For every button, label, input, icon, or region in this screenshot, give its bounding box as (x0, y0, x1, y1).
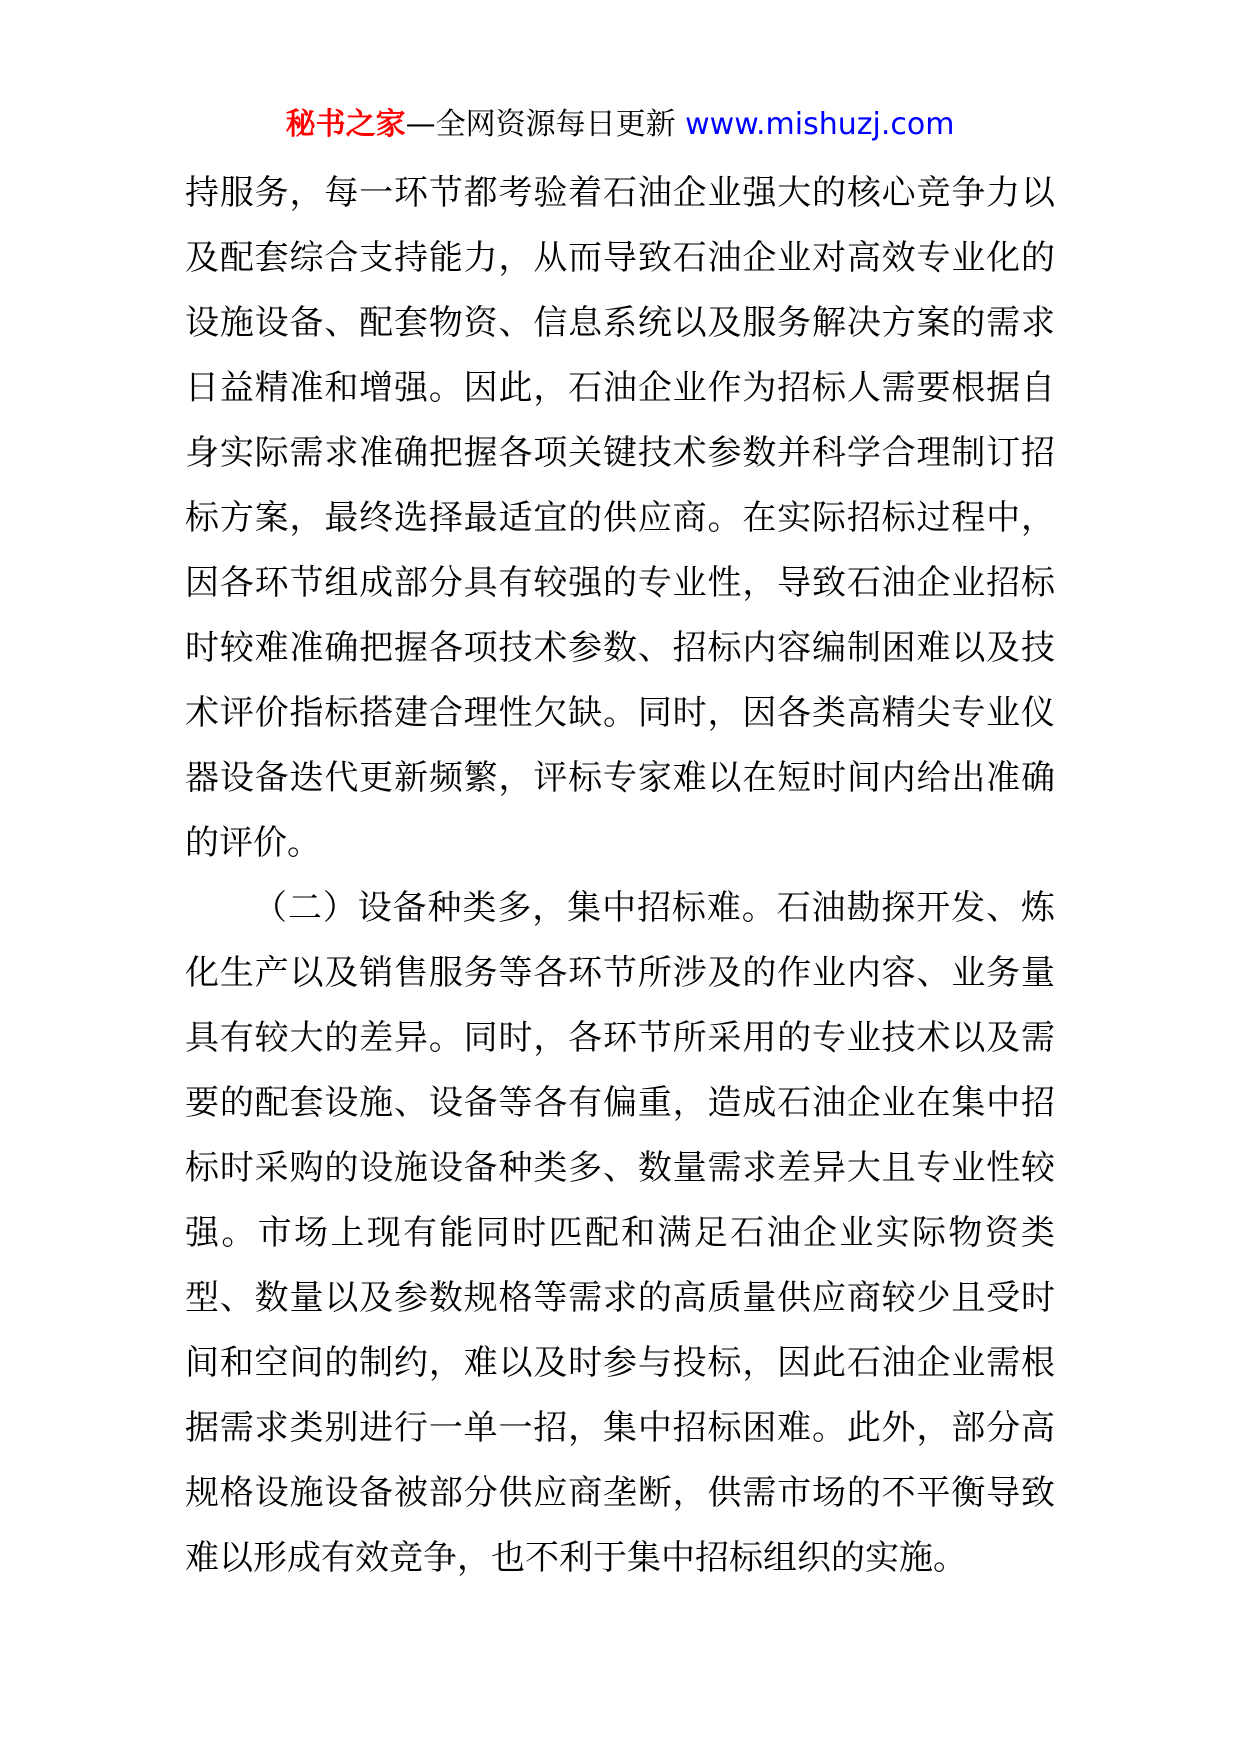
text-line: 设施设备、配套物资、信息系统以及服务解决方案的需求 (185, 303, 1055, 343)
text-line: 标时采购的设施设备种类多、数量需求差异大且专业性较 (185, 1148, 1055, 1188)
text-line: 规格设施设备被部分供应商垄断，供需市场的不平衡导致 (185, 1473, 1055, 1513)
text-line: 标方案，最终选择最适宜的供应商。在实际招标过程中， (185, 498, 1055, 538)
text-line: 时较难准确把握各项技术参数、招标内容编制困难以及技 (185, 628, 1055, 668)
text-line: 要的配套设施、设备等各有偏重，造成石油企业在集中招 (185, 1083, 1055, 1123)
text-line: 据需求类别进行一单一招，集中招标困难。此外，部分高 (185, 1408, 1055, 1448)
text-line: 身实际需求准确把握各项关键技术参数并科学合理制订招 (185, 433, 1055, 473)
text-line: 器设备迭代更新频繁，评标专家难以在短时间内给出准确 (185, 758, 1055, 798)
brand-name: 秘书之家 (285, 107, 406, 142)
text-line: 因各环节组成部分具有较强的专业性，导致石油企业招标 (185, 563, 1055, 603)
text-line: 具有较大的差异。同时，各环节所采用的专业技术以及需 (185, 1018, 1055, 1058)
text-line: 强。市场上现有能同时匹配和满足石油企业实际物资类 (185, 1213, 1055, 1253)
text-line: 持服务，每一环节都考验着石油企业强大的核心竞争力以 (185, 173, 1055, 213)
site-header (0, 103, 1240, 147)
text-line: 化生产以及销售服务等各环节所涉及的作业内容、业务量 (185, 953, 1055, 993)
paragraph-2 (185, 876, 1055, 1591)
text-line: 及配套综合支持能力，从而导致石油企业对高效专业化的 (185, 238, 1055, 278)
text-line: 型、数量以及参数规格等需求的高质量供应商较少且受时 (185, 1278, 1055, 1318)
site-url-link[interactable]: www.mishuzj.com (685, 107, 955, 142)
text-line: 的评价。 (185, 823, 321, 863)
text-line: 术评价指标搭建合理性欠缺。同时，因各类高精尖专业仪 (185, 693, 1055, 733)
document-body (185, 161, 1055, 1591)
header-tagline: —全网资源每日更新 (405, 107, 686, 142)
text-line: 难以形成有效竞争，也不利于集中招标组织的实施。 (185, 1538, 967, 1578)
paragraph-1 (185, 161, 1055, 876)
text-line: 日益精准和增强。因此，石油企业作为招标人需要根据自 (185, 368, 1055, 408)
text-line: 间和空间的制约，难以及时参与投标，因此石油企业需根 (185, 1343, 1055, 1383)
text-line: （二）设备种类多，集中招标难。石油勘探开发、炼 (253, 888, 1055, 928)
